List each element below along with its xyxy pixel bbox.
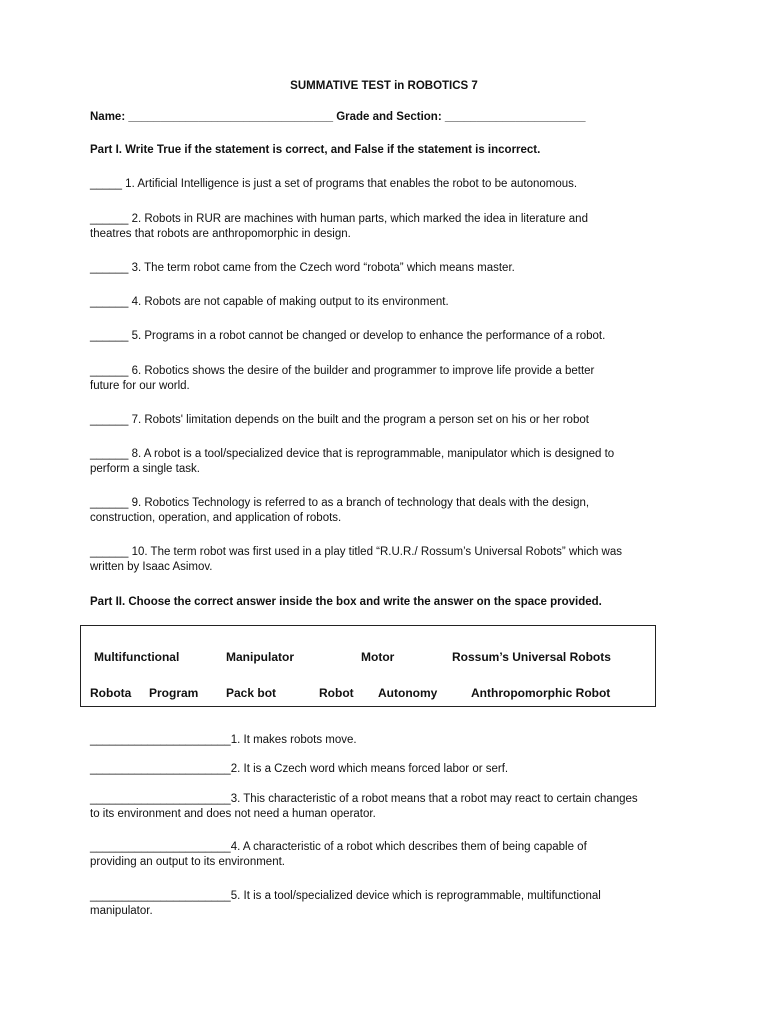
word-bank-item: Motor xyxy=(361,650,395,664)
word-bank-item: Anthropomorphic Robot xyxy=(471,686,611,700)
part1-item-9: ______ 9. Robotics Technology is referred to as a branch of technology that deals with the design, construction, operation, and application of robots. xyxy=(90,497,590,524)
part1-item-7: ______ 7. Robots' limitation depends on the built and the program a person set on his or her robot xyxy=(90,414,589,426)
part2-item-2: ______________________2. It is a Czech word which means forced labor or serf. xyxy=(90,763,509,775)
part1-item-5: ______ 5. Programs in a robot cannot be changed or develop to enhance the performance of a robot. xyxy=(90,330,606,342)
part2-item-5: ______________________5. It is a tool/specialized device which is reprogrammable, multifunctional manipulator. xyxy=(90,890,601,917)
part1-item-10: ______ 10. The term robot was first used in a play titled “R.U.R./ Rossum’s Universal Robots” which was written by Isaac Asimov. xyxy=(90,546,622,573)
word-bank-item: Manipulator xyxy=(226,650,294,664)
name-grade-line: Name: ________________________________ Grade and Section: ______________________ xyxy=(90,111,586,123)
part1-item-6: ______ 6. Robotics shows the desire of the builder and programmer to improve life provide a better future for our world. xyxy=(90,365,595,392)
part1-item-1: _____ 1. Artificial Intelligence is just a set of programs that enables the robot to be autonomous. xyxy=(90,178,578,190)
part1-instruction: Part I. Write True if the statement is correct, and False if the statement is incorrect. xyxy=(90,144,541,156)
word-bank-item: Multifunctional xyxy=(94,650,180,664)
word-bank-item: Program xyxy=(149,686,199,700)
word-bank-item: Rossum’s Universal Robots xyxy=(452,650,611,664)
word-bank-item: Robot xyxy=(319,686,354,700)
part2-instruction: Part II. Choose the correct answer inside the box and write the answer on the space provided. xyxy=(90,596,602,608)
part1-item-8: ______ 8. A robot is a tool/specialized device that is reprogrammable, manipulator which is designed to perform a single task. xyxy=(90,448,615,475)
part2-item-4: ______________________4. A characteristic of a robot which describes them of being capable of providing an output to its environment. xyxy=(90,841,587,868)
part1-item-3: ______ 3. The term robot came from the Czech word “robota” which means master. xyxy=(90,262,515,274)
part2-item-3: ______________________3. This characteristic of a robot means that a robot may react to certain changes to its environment and does not need a human operator. xyxy=(90,793,638,820)
word-bank-item: Robota xyxy=(90,686,132,700)
word-bank-box xyxy=(80,625,656,707)
part1-item-2: ______ 2. Robots in RUR are machines with human parts, which marked the idea in literature and theatres that robots are anthropomorphic in design. xyxy=(90,213,588,240)
word-bank-item: Autonomy xyxy=(378,686,438,700)
word-bank-item: Pack bot xyxy=(226,686,277,700)
part1-item-4: ______ 4. Robots are not capable of making output to its environment. xyxy=(90,296,449,308)
page-title: SUMMATIVE TEST in ROBOTICS 7 xyxy=(290,80,478,92)
part2-item-1: ______________________1. It makes robots move. xyxy=(90,734,357,746)
